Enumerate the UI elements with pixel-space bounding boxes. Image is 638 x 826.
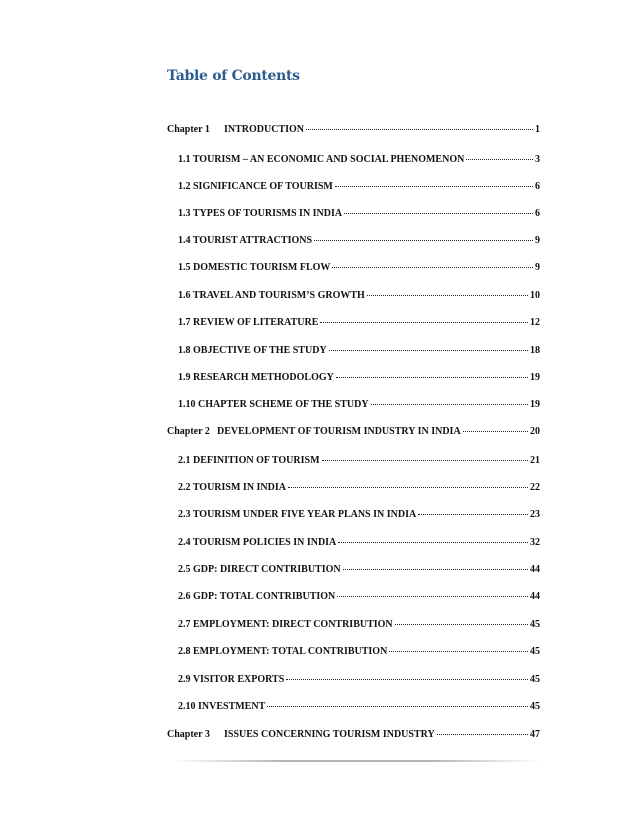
dot-leader bbox=[463, 430, 528, 432]
page-number: 1 bbox=[535, 124, 540, 135]
dot-leader bbox=[332, 266, 533, 268]
page-number: 44 bbox=[530, 564, 540, 575]
entry-title: 1.5 DOMESTIC TOURISM FLOW bbox=[178, 262, 331, 273]
dot-leader bbox=[437, 733, 528, 735]
entry-title: 1.2 SIGNIFICANCE OF TOURISM bbox=[178, 181, 333, 192]
page-number: 23 bbox=[530, 509, 540, 520]
page-number: 18 bbox=[530, 345, 540, 356]
dot-leader bbox=[267, 705, 528, 707]
entry-title: 1.10 CHAPTER SCHEME OF THE STUDY bbox=[178, 399, 369, 410]
entry-title: DEVELOPMENT OF TOURISM INDUSTRY IN INDIA bbox=[217, 426, 461, 437]
page-number: 45 bbox=[530, 701, 540, 712]
dot-leader bbox=[337, 595, 528, 597]
toc-section-2-8[interactable] bbox=[178, 646, 540, 660]
entry-title: 2.9 VISITOR EXPORTS bbox=[178, 674, 285, 685]
chapter-number: Chapter 3 bbox=[167, 729, 210, 740]
entry-title: 2.1 DEFINITION OF TOURISM bbox=[178, 455, 320, 466]
dot-leader bbox=[335, 185, 533, 187]
toc-section-1-10[interactable] bbox=[178, 399, 540, 413]
dot-leader bbox=[371, 403, 528, 405]
page-number: 32 bbox=[530, 537, 540, 548]
footer-divider bbox=[172, 760, 542, 762]
page-number: 22 bbox=[530, 482, 540, 493]
toc-section-2-3[interactable] bbox=[178, 509, 540, 523]
dot-leader bbox=[329, 349, 528, 351]
toc-section-1-9[interactable] bbox=[178, 372, 540, 386]
toc-section-1-6[interactable] bbox=[178, 290, 540, 304]
entry-title: 1.1 TOURISM – AN ECONOMIC AND SOCIAL PHENOMENON bbox=[178, 154, 465, 165]
entry-title: 2.5 GDP: DIRECT CONTRIBUTION bbox=[178, 564, 341, 575]
entry-title: 1.8 OBJECTIVE OF THE STUDY bbox=[178, 345, 327, 356]
page-number: 44 bbox=[530, 591, 540, 602]
dot-leader bbox=[336, 376, 528, 378]
toc-section-2-2[interactable] bbox=[178, 482, 540, 496]
page-number: 10 bbox=[530, 290, 540, 301]
toc-section-1-1[interactable] bbox=[178, 154, 540, 168]
page-number: 47 bbox=[530, 729, 540, 740]
dot-leader bbox=[343, 568, 528, 570]
page-number: 19 bbox=[530, 399, 540, 410]
entry-title: 2.2 TOURISM IN INDIA bbox=[178, 482, 286, 493]
chapter-number: Chapter 1 bbox=[167, 124, 210, 135]
dot-leader bbox=[418, 513, 528, 515]
page-number: 45 bbox=[530, 646, 540, 657]
toc-section-1-4[interactable] bbox=[178, 235, 540, 249]
toc-chapter-3[interactable] bbox=[167, 729, 540, 743]
toc-section-1-7[interactable] bbox=[178, 317, 540, 331]
toc-chapter-2[interactable] bbox=[167, 426, 540, 440]
entry-title: 2.3 TOURISM UNDER FIVE YEAR PLANS IN INDIA bbox=[178, 509, 417, 520]
entry-title: 1.4 TOURIST ATTRACTIONS bbox=[178, 235, 313, 246]
page-number: 45 bbox=[530, 674, 540, 685]
page-number: 9 bbox=[535, 262, 540, 273]
toc-section-1-8[interactable] bbox=[178, 345, 540, 359]
toc-section-2-9[interactable] bbox=[178, 674, 540, 688]
page-number: 9 bbox=[535, 235, 540, 246]
dot-leader bbox=[288, 486, 528, 488]
entry-title: ISSUES CONCERNING TOURISM INDUSTRY bbox=[224, 729, 435, 740]
page-number: 3 bbox=[535, 154, 540, 165]
entry-title: 1.7 REVIEW OF LITERATURE bbox=[178, 317, 319, 328]
dot-leader bbox=[286, 678, 528, 680]
dot-leader bbox=[466, 158, 533, 160]
page-number: 12 bbox=[530, 317, 540, 328]
page-number: 6 bbox=[535, 181, 540, 192]
dot-leader bbox=[314, 239, 533, 241]
toc-title: Table of Contents bbox=[167, 68, 300, 84]
entry-title: 1.3 TYPES OF TOURISMS IN INDIA bbox=[178, 208, 343, 219]
dot-leader bbox=[395, 623, 528, 625]
dot-leader bbox=[320, 321, 528, 323]
entry-title: 2.10 INVESTMENT bbox=[178, 701, 266, 712]
toc-section-1-2[interactable] bbox=[178, 181, 540, 195]
entry-title: INTRODUCTION bbox=[224, 124, 305, 135]
dot-leader bbox=[338, 541, 528, 543]
page-number: 19 bbox=[530, 372, 540, 383]
toc-section-2-6[interactable] bbox=[178, 591, 540, 605]
entry-title: 2.8 EMPLOYMENT: TOTAL CONTRIBUTION bbox=[178, 646, 388, 657]
entry-title: 2.6 GDP: TOTAL CONTRIBUTION bbox=[178, 591, 336, 602]
entry-title: 2.7 EMPLOYMENT: DIRECT CONTRIBUTION bbox=[178, 619, 393, 630]
page-number: 20 bbox=[530, 426, 540, 437]
page-number: 21 bbox=[530, 455, 540, 466]
dot-leader bbox=[322, 459, 528, 461]
toc-section-2-4[interactable] bbox=[178, 537, 540, 551]
dot-leader bbox=[344, 212, 533, 214]
page-number: 45 bbox=[530, 619, 540, 630]
chapter-number: Chapter 2 bbox=[167, 426, 210, 437]
dot-leader bbox=[389, 650, 528, 652]
toc-section-2-7[interactable] bbox=[178, 619, 540, 633]
toc-section-1-3[interactable] bbox=[178, 208, 540, 222]
toc-section-1-5[interactable] bbox=[178, 262, 540, 276]
toc-chapter-1[interactable] bbox=[167, 124, 540, 138]
dot-leader bbox=[306, 128, 533, 130]
toc-section-2-1[interactable] bbox=[178, 455, 540, 469]
toc-section-2-5[interactable] bbox=[178, 564, 540, 578]
toc-section-2-10[interactable] bbox=[178, 701, 540, 715]
entry-title: 1.9 RESEARCH METHODOLOGY bbox=[178, 372, 334, 383]
page-number: 6 bbox=[535, 208, 540, 219]
entry-title: 1.6 TRAVEL AND TOURISM’S GROWTH bbox=[178, 290, 365, 301]
dot-leader bbox=[367, 294, 528, 296]
entry-title: 2.4 TOURISM POLICIES IN INDIA bbox=[178, 537, 337, 548]
